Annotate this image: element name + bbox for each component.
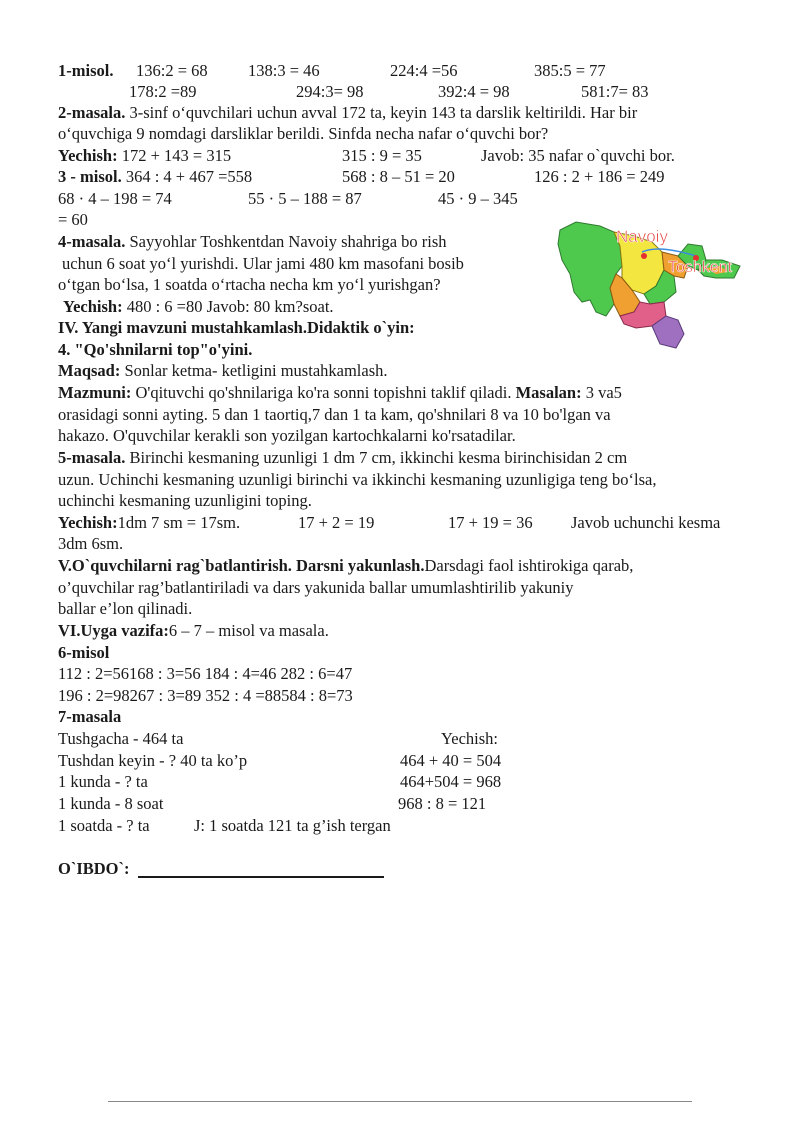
problem-4-label: 4-masala. xyxy=(58,232,126,251)
problem-2-text: 3-sinf o‘quvchilari uchun avval 172 ta, keyin 143 ta darslik keltirildi. Har bir xyxy=(129,103,638,122)
expr: 464+504 = 968 xyxy=(400,772,502,791)
expr: 581:7= 83 xyxy=(581,82,649,101)
answer: Javob uchunchi kesma xyxy=(571,513,721,532)
problem-2-text: o‘quvchiga 9 nomdagi darsliklar berildi. Sinfda necha nafar o‘quvchi bor? xyxy=(58,124,549,143)
footer-divider xyxy=(108,1101,692,1102)
section-5-line xyxy=(58,555,742,576)
section-5-text: o’quvchilar rag’batlantiriladi va dars yakunida ballar umumlashtirilib yakuniy xyxy=(58,578,574,597)
homework-text: 6 – 7 – misol va masala. xyxy=(168,621,329,640)
answer: Javob: 35 nafar o`quvchi bor. xyxy=(481,146,675,165)
expr: 224:4 =56 xyxy=(390,61,458,80)
expr: 68 · 4 – 198 = 74 xyxy=(58,189,172,208)
signature-label: O`IBDO`: xyxy=(58,859,130,878)
example-label: Masalan: xyxy=(515,383,582,402)
example-6-row: 196 : 2=98267 : 3=89 352 : 4 =88584 : 8=73 xyxy=(58,686,353,705)
expr: 294:3= 98 xyxy=(296,82,364,101)
expr: 17 + 2 = 19 xyxy=(298,513,375,532)
expr: 138:3 = 46 xyxy=(248,61,320,80)
problem-4-solution xyxy=(63,296,334,317)
solution-heading: Yechish: xyxy=(441,729,499,748)
goal-text: Sonlar ketma- ketligini mustahkamlash. xyxy=(124,361,388,380)
section-heading xyxy=(58,317,415,338)
example-3 xyxy=(58,166,252,187)
uzbekistan-map-image xyxy=(556,216,746,356)
problem-7-heading xyxy=(58,706,121,727)
problem-5-text: uzun. Uchinchi kesmaning uzunligi birinchi va ikkinchi kesmaning uzunligiga teng bo‘lsa, xyxy=(58,470,657,489)
expr: 178:2 =89 xyxy=(129,82,197,101)
problem-4-text: Sayyohlar Toshkentdan Navoiy shahriga bo rish xyxy=(129,232,447,251)
game-title-line xyxy=(58,339,252,360)
problem-7-condition: Tushdan keyin - ? 40 ta ko’p xyxy=(58,751,248,770)
section-4-heading: IV. Yangi mavzuni mustahkamlash.Didaktik o`yin: xyxy=(58,318,415,337)
expr: 17 + 19 = 36 xyxy=(448,513,533,532)
solution-label: Yechish: xyxy=(58,513,118,532)
signature-line xyxy=(58,858,130,879)
goal-label: Maqsad: xyxy=(58,361,121,380)
expr: 364 : 4 + 467 =558 xyxy=(125,167,253,186)
problem-5-line xyxy=(58,447,742,468)
game-title: 4. "Qo'shnilarni top"o'yini. xyxy=(58,340,253,359)
problem-7-condition xyxy=(58,815,150,836)
map-label-toshkent: Toshkent xyxy=(668,259,733,276)
content-text: orasidagi sonni ayting. 5 dan 1 taortiq,7 dan 1 ta kam, qo'shnilari 8 va 10 bo'lgan va xyxy=(58,405,611,424)
expr: = 60 xyxy=(58,210,88,229)
content-text: 3 va5 xyxy=(585,383,622,402)
content-text: hakazo. O'quvchilar kerakli son yozilgan kartochkalarni ko'rsatadilar. xyxy=(58,426,516,445)
problem-7-answer: J: 1 soatda 121 ta g’ish tergan xyxy=(194,816,391,835)
problem-4-text: o‘tgan bo‘lsa, 1 soatda o‘rtacha necha km yo‘l yurishgan? xyxy=(58,275,441,294)
content-label: Mazmuni: xyxy=(58,383,132,402)
expr: 1dm 7 sm = 17sm. xyxy=(117,513,241,532)
problem-5-solution xyxy=(58,512,240,533)
example-1-label: 1-misol. xyxy=(58,61,114,80)
expr: 968 : 8 = 121 xyxy=(398,794,487,813)
map-graphic xyxy=(556,216,746,356)
problem-2-label: 2-masala. xyxy=(58,103,126,122)
answer: 3dm 6sm. xyxy=(58,534,124,553)
solution-label: Yechish: xyxy=(58,146,118,165)
problem-7-question: 1 soatda - ? ta xyxy=(58,816,150,835)
expr: 315 : 9 = 35 xyxy=(342,146,422,165)
expr: 45 · 9 – 345 xyxy=(438,189,518,208)
problem-7-condition: 1 kunda - ? ta xyxy=(58,772,148,791)
problem-4-text: uchun 6 soat yo‘l yurishdi. Ular jami 480 km masofani bosib xyxy=(62,254,464,273)
expr: 55 · 5 – 188 = 87 xyxy=(248,189,362,208)
problem-7-condition: Tushgacha - 464 ta xyxy=(58,729,184,748)
homework-line xyxy=(58,620,329,641)
expr: 385:5 = 77 xyxy=(534,61,606,80)
expr: 126 : 2 + 186 = 249 xyxy=(534,167,665,186)
content-line xyxy=(58,382,742,403)
problem-5-label: 5-masala. xyxy=(58,448,126,467)
example-1 xyxy=(58,60,113,81)
solution-label: Yechish: xyxy=(63,297,123,316)
problem-2-solution xyxy=(58,145,231,166)
map-label-navoiy: Navoiy xyxy=(616,227,668,246)
example-6-row: 112 : 2=56168 : 3=56 184 : 4=46 282 : 6=47 xyxy=(58,664,353,683)
problem-2-line xyxy=(58,102,742,123)
expr: 392:4 = 98 xyxy=(438,82,510,101)
section-5-text: Darsdagi faol ishtirokiga qarab, xyxy=(424,556,634,575)
example-3-label: 3 - misol. xyxy=(58,167,122,186)
problem-5-text: uchinchi kesmaning uzunligini toping. xyxy=(58,491,312,510)
homework-heading: VI.Uyga vazifa: xyxy=(58,621,169,640)
example-6-label: 6-misol xyxy=(58,643,110,662)
expr: 464 + 40 = 504 xyxy=(400,751,502,770)
problem-4-line xyxy=(58,231,447,252)
problem-5-text: Birinchi kesmaning uzunligi 1 dm 7 cm, ikkinchi kesma birinchisidan 2 cm xyxy=(129,448,628,467)
section-5-heading: V.O`quvchilarni rag`batlantirish. Darsni yakunlash. xyxy=(58,556,425,575)
signature-blank xyxy=(138,876,384,878)
answer: 480 : 6 =80 Javob: 80 km?soat. xyxy=(126,297,334,316)
goal-line xyxy=(58,360,388,381)
expr: 136:2 = 68 xyxy=(136,61,208,80)
expr: 172 + 143 = 315 xyxy=(121,146,232,165)
problem-7-condition: 1 kunda - 8 soat xyxy=(58,794,164,813)
content-text: O'qituvchi qo'shnilariga ko'ra sonni topishni taklif qiladi. xyxy=(135,383,512,402)
section-5-text: ballar e’lon qilinadi. xyxy=(58,599,193,618)
expr: 568 : 8 – 51 = 20 xyxy=(342,167,455,186)
problem-7-label: 7-masala xyxy=(58,707,122,726)
example-6-heading xyxy=(58,642,109,663)
